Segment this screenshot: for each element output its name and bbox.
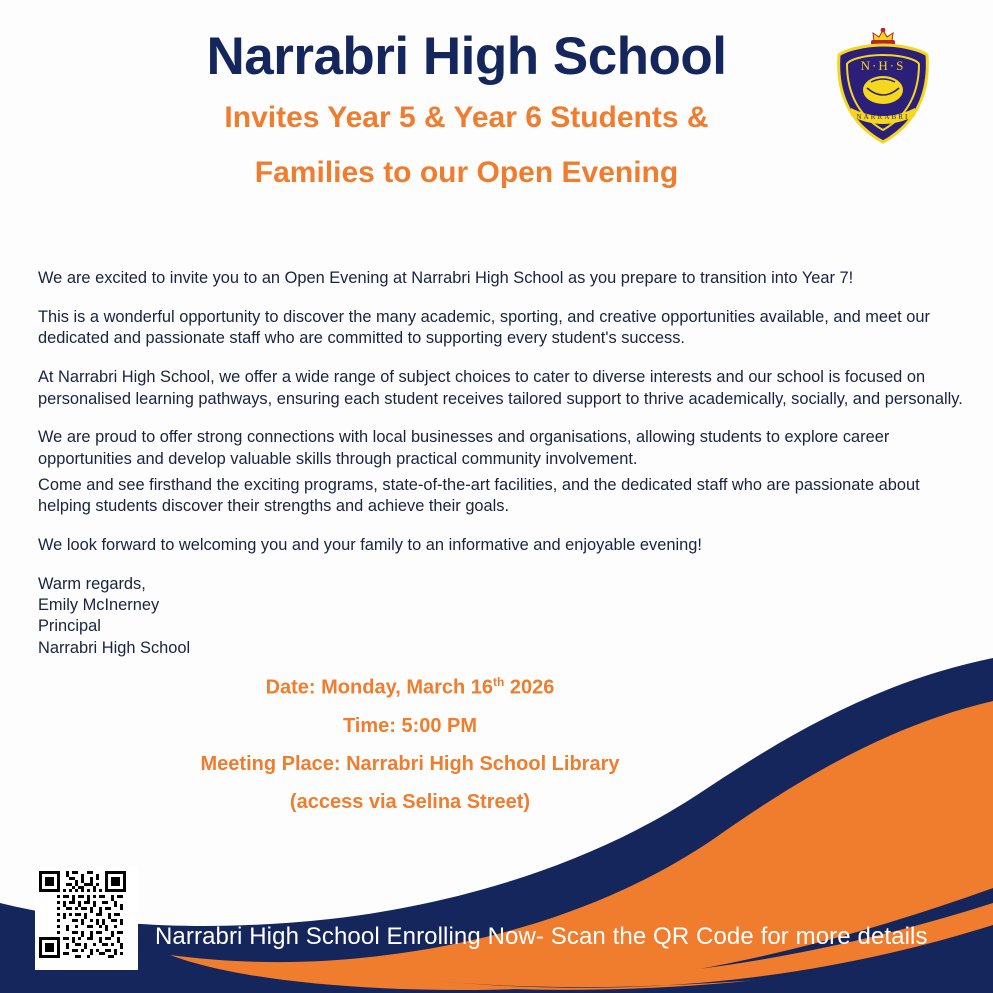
qr-code-icon (39, 871, 126, 958)
svg-text:N·H·S: N·H·S (860, 58, 906, 73)
paragraph-opportunity: This is a wonderful opportunity to discover the many academic, sporting, and creative opportunities available, and meet our dedicated and passionate staff who are committed to supporting every student's success. (38, 307, 930, 348)
qr-code[interactable] (35, 867, 138, 970)
event-date-ordinal: th (493, 675, 505, 689)
signoff-school: Narrabri High School (38, 638, 191, 657)
signature-block (38, 574, 968, 659)
event-date-label: Date: Monday, March 16 (265, 676, 494, 699)
svg-text:NARRABRI: NARRABRI (856, 113, 910, 121)
signoff-role: Principal (38, 617, 101, 636)
event-date (0, 676, 820, 698)
paragraph-intro: We are excited to invite you to an Open Evening at Narrabri High School as you prepare to transition into Year 7! (38, 269, 854, 287)
paragraph-programs: Come and see firsthand the exciting programs, state-of-the-art facilities, and the dedicated staff who are passionate about helping students discover their strengths and achieve their goals. (38, 475, 920, 516)
school-crest-icon (831, 28, 935, 146)
event-date-year: 2026 (504, 676, 555, 699)
subtitle-line-2: Families to our Open Evening (254, 155, 679, 189)
paragraph-subjects: At Narrabri High School, we offer a wide range of subject choices to cater to diverse interests and our school is focused on personalised learning pathways, ensuring each student receives tailored support to thrive academically, socially, and personally. (38, 367, 963, 408)
event-place: Meeting Place: Narrabri High School Library (200, 752, 620, 775)
paragraph-closing: We look forward to welcoming you and your family to an informative and enjoyable evening! (38, 535, 702, 554)
page-title: Narrabri High School (206, 27, 727, 86)
subtitle-line-1: Invites Year 5 & Year 6 Students & (224, 101, 709, 134)
footer-text: Narrabri High School Enrolling Now- Scan the QR Code for more details (155, 923, 928, 950)
event-details (0, 676, 820, 830)
signoff-name: Emily McInerney (38, 595, 160, 614)
event-access: (access via Selina Street) (289, 790, 531, 813)
event-time: Time: 5:00 PM (342, 714, 478, 737)
paragraph-connections: We are proud to offer strong connections with local businesses and organisations, allowing students to explore career opportunities and develop valuable skills through practical community involvement. (38, 428, 890, 468)
body-copy (38, 268, 968, 659)
signoff-greeting: Warm regards, (38, 574, 146, 593)
